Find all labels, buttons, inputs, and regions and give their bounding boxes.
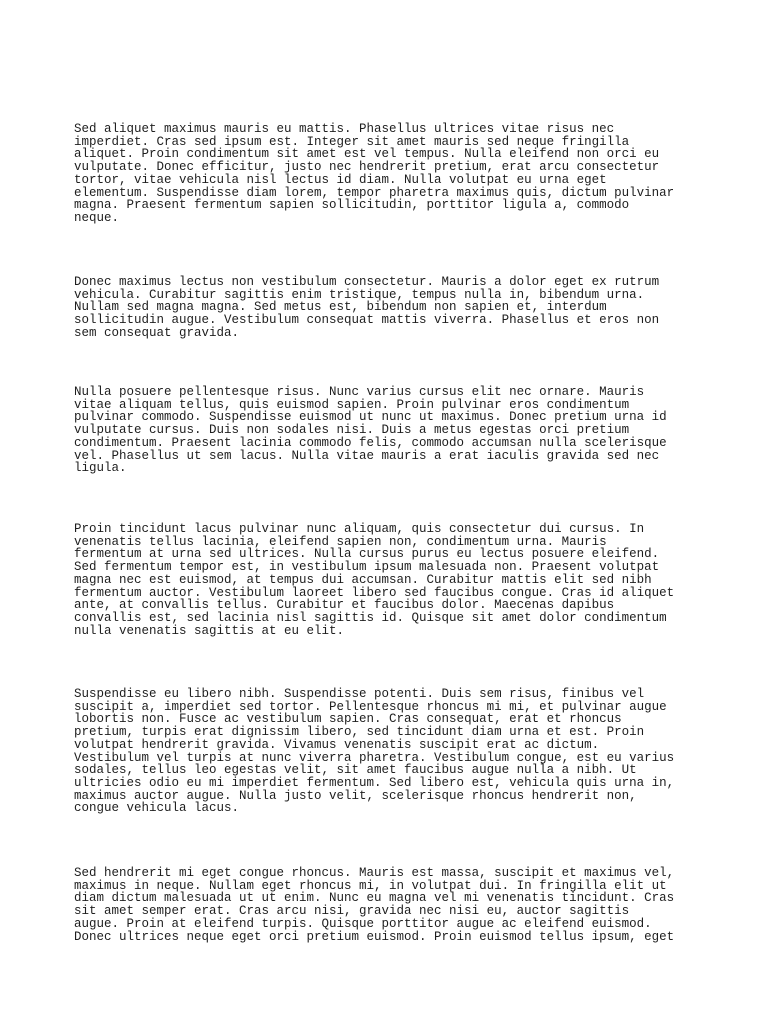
paragraph: Suspendisse eu libero nibh. Suspendisse potenti. Duis sem risus, finibus vel suscipit a, imperdiet sed tortor. Pellentesque rhoncus mi mi, et pulvinar augue lobortis non. Fusce ac vestibulum sapien. Cras consequat, erat et rhoncus pretium, turpis erat dignissim libero, sed tincidunt diam urna et est. Proin volutpat hendrerit gravida. Vivamus venenatis suscipit erat ac dictum. Vestibulum vel turpis at nunc viverra pharetra. Vestibulum congue, est eu varius sodales, tellus leo egestas velit, sit amet faucibus augue nulla a nibh. Ut ultricies odio eu mi imperdiet fermentum. Sed libero est, vehicula quis urna in, maximus auctor augue. Nulla justo velit, scelerisque rhoncus hendrerit non, congue vehicula lacus. [74,687,675,816]
paragraph: Nulla posuere pellentesque risus. Nunc varius cursus elit nec ornare. Mauris vitae aliquam tellus, quis euismod sapien. Proin pulvinar eros condimentum pulvinar commodo. Suspendisse euismod ut nunc ut maximus. Donec pretium urna id vulputate cursus. Duis non sodales nisi. Duis a metus egestas orci pretium condimentum. Praesent lacinia commodo felis, commodo accumsan nulla scelerisque vel. Phasellus ut sem lacus. Nulla vitae mauris a erat iaculis gravida sed nec ligula. [74,385,667,476]
paragraph: Donec maximus lectus non vestibulum consectetur. Mauris a dolor eget ex rutrum vehicula. Curabitur sagittis enim tristique, tempus nulla in, bibendum urna. Nullam sed magna magna. Sed metus est, bibendum non sapien et, interdum sollicitudin augue. Vestibulum consequat mattis viverra. Phasellus et eros non sem consequat gravida. [74,275,660,340]
paragraph: Sed aliquet maximus mauris eu mattis. Phasellus ultrices vitae risus nec imperdiet. Cras sed ipsum est. Integer sit amet mauris sed neque fringilla aliquet. Proin condimentum sit amet est vel tempus. Nulla eleifend non orci eu vulputate. Donec efficitur, justo nec hendrerit pretium, erat arcu consectetur tortor, vitae vehicula nisl lectus id diam. Nulla volutpat eu urna eget elementum. Suspendisse diam lorem, tempor pharetra maximus quis, dictum pulvinar magna. Praesent fermentum sapien sollicitudin, porttitor ligula a, commodo neque. [74,122,675,225]
paragraph: Sed hendrerit mi eget congue rhoncus. Mauris est massa, suscipit et maximus vel, maximus in neque. Nullam eget rhoncus mi, in volutpat dui. In fringilla elit ut diam dictum malesuada ut ut enim. Nunc eu magna vel mi venenatis tincidunt. Cras sit amet semper erat. Cras arcu nisi, gravida nec nisi eu, auctor sagittis augue. Proin at eleifend turpis. Quisque porttitor augue ac eleifend euismod. Donec ultrices neque eget orci pretium euismod. Proin euismod tellus ipsum, eget [74,866,675,944]
paragraph: Proin tincidunt lacus pulvinar nunc aliquam, quis consectetur dui cursus. In venenatis tellus lacinia, eleifend sapien non, condimentum urna. Mauris fermentum at urna sed ultrices. Nulla cursus purus eu lectus posuere eleifend. Sed fermentum tempor est, in vestibulum ipsum malesuada non. Praesent volutpat magna nec est euismod, at tempus dui accumsan. Curabitur mattis elit sed nibh fermentum auctor. Vestibulum laoreet libero sed faucibus congue. Cras id aliquet ante, at convallis tellus. Curabitur et faucibus dolor. Maecenas dapibus convallis est, sed lacinia nisl sagittis id. Quisque sit amet dolor condimentum nulla venenatis sagittis at eu elit. [74,522,675,638]
